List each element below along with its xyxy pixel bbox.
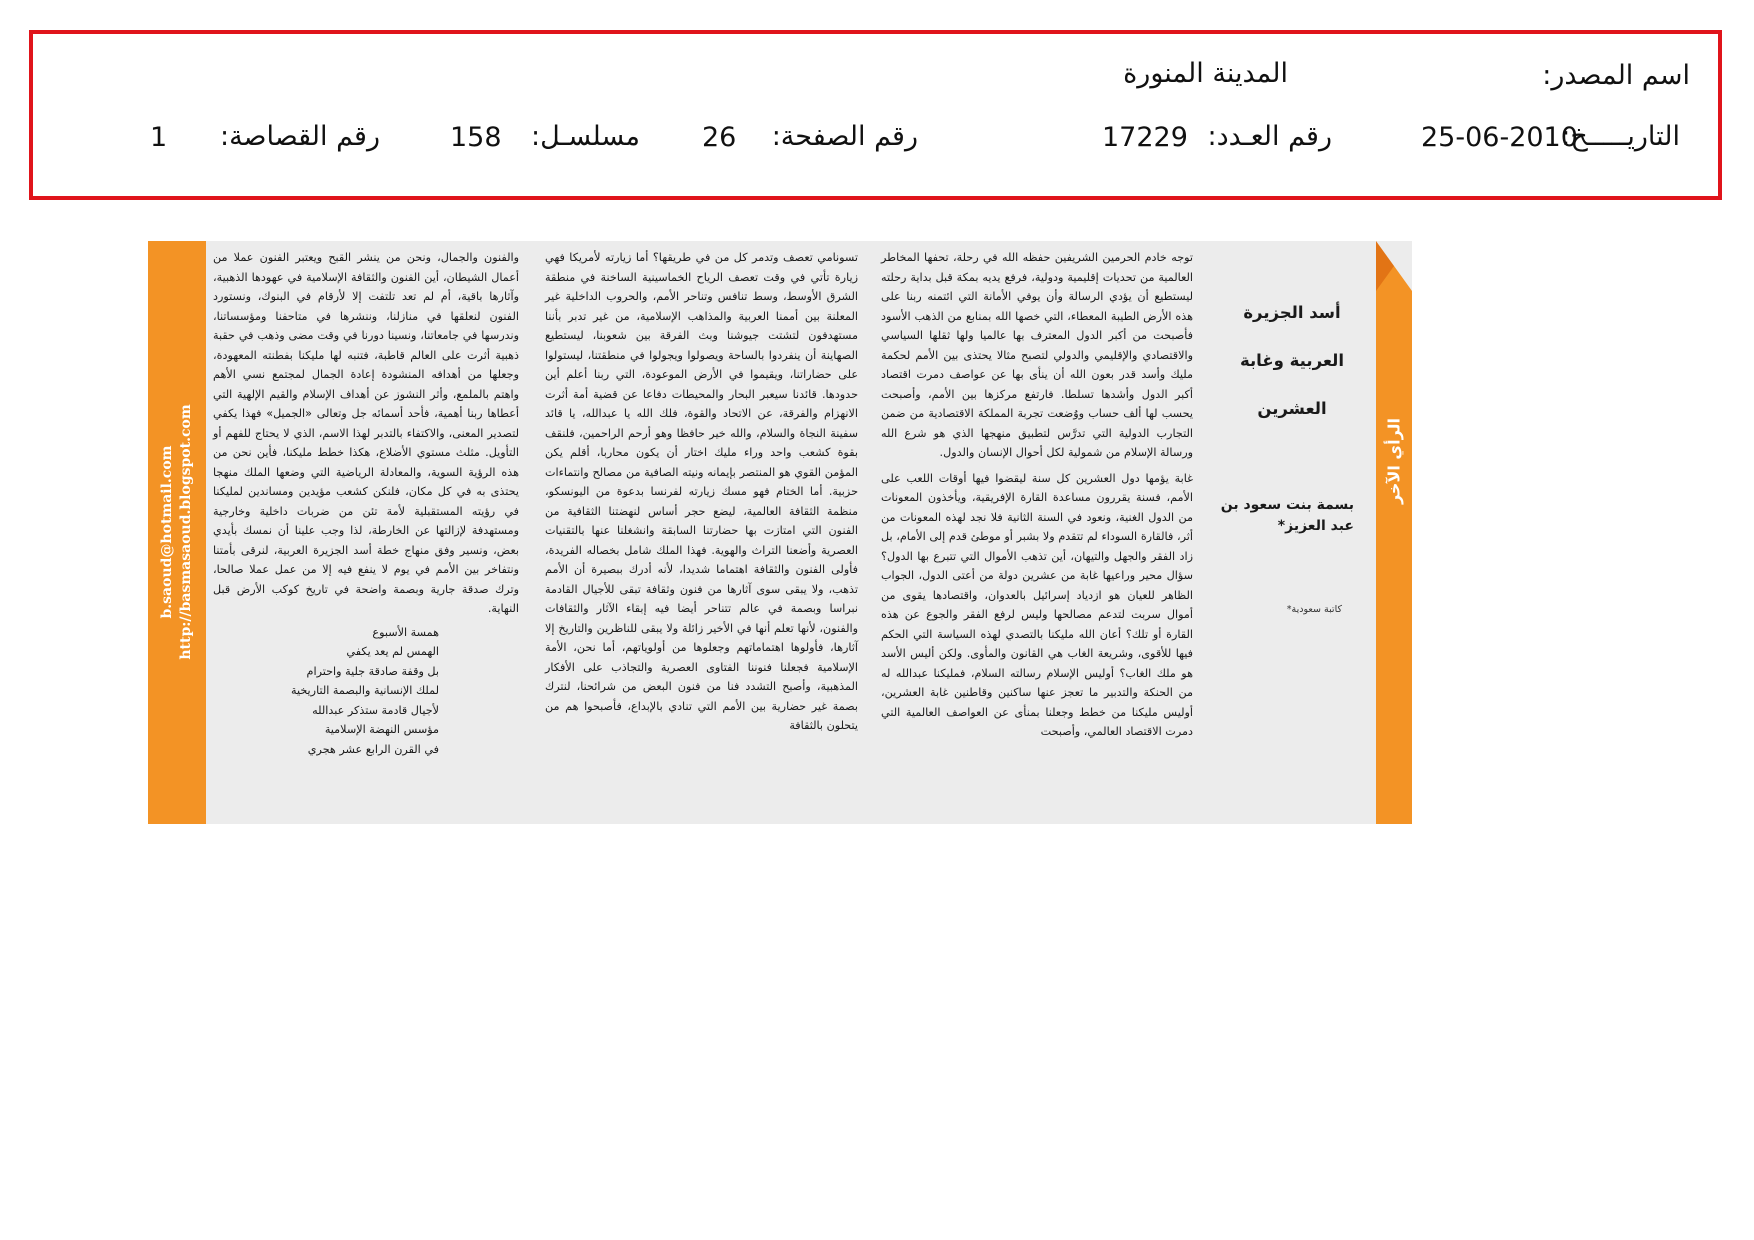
serial-label: مسلسـل: xyxy=(530,121,640,152)
clip-number-value: 1 xyxy=(150,122,168,153)
contact-sidebar xyxy=(148,241,206,824)
poem-line: لملك الإنسانية والبصمة التاريخية xyxy=(290,684,439,697)
author-role: كاتبة سعودية* xyxy=(1286,604,1342,615)
newspaper-clipping xyxy=(148,241,1412,824)
clip-number-label: رقم القصاصة: xyxy=(219,121,380,152)
page-label: رقم الصفحة: xyxy=(771,121,918,152)
poem-line: الهمس لم يعد يكفي xyxy=(346,645,439,658)
author-email: b.saoud@hotmail.com xyxy=(159,445,175,619)
article-paragraph: غابة يؤمها دول العشرين كل سنة ليقضوا فيها أوقات اللعب على الأمم، فسنة يقررون مساعدة القارة الإفريقية، ويأخذون المعونات من الدول الغنية، ونعود في السنة الثانية فلا نجد لهذه المعونات من أثر، فالقارة السوداء لم تتقدم ولا بشبر أو موطئ قدم إلى الأمام، بل زاد الفقر والجهل والتيهان، أين تذهب الأموال التي تتبرع بها الدول؟ سؤال محير وراعيها غابة من عشرين دولة من أعتى الدول، الجواب الظاهر للعيان هو ازدياد إسرائيل بالعدوان، واقتصادها يقوى من أموال سربت لتدعم مصالحها وليس لرفع الفقر والجوع عن هذه القارة أو تلك؟ أعان الله مليكنا بالتصدي لهذه السياسة التي الحكم فيها للأقوى، وشريعة الغاب هي القانون والمأوى. ولكن أليس الأسد هو ملك الغاب؟ أوليس الإسلام رسالته السلام، فمليكنا عبدالله له من الحنكة والتدبير ما تعجز عنها ساكنين وقاطنين غابة العشرين، أوليس مليكنا من خطط وجعلنا بمنأى عن العواصف العالمية التي دمرت الاقتصاد العالمي، وأصبحت xyxy=(881,471,1193,738)
poem-line: لأجيال قادمة ستذكر عبدالله xyxy=(312,703,439,717)
poem-line: همسة الأسبوع xyxy=(372,625,439,639)
section-sidebar xyxy=(1376,241,1412,824)
article-column-3 xyxy=(213,248,519,759)
article-column-2 xyxy=(545,248,858,736)
article-author: بسمة بنت سعود بن عبد العزيز* xyxy=(1220,497,1354,534)
page-value: 26 xyxy=(702,122,737,153)
article-paragraph: تسونامي تعصف وتدمر كل من في طريقها؟ أما زيارته لأمريكا فهي زيارة تأتي في وقت تعصف الرياح الخماسينية الساخنة في منطقة الشرق الأوسط، وسط تنافس وتناحر الأمم، والحروب الداخلية غير المعلنة بين أممنا العربية والمذاهب الإسلامية، من غير تدبر بأننا مستهدفون لتشتت جيوشنا وبث الفرقة بين شعوبنا، ليستطيع الصهاينة أن ينفردوا بالساحة ويصولوا ويجولوا في منطقتنا، ليستولوا على حضاراتنا، ويقيموا في الأرض الموعودة، التي ربنا أعلم أين حدودها. قائدنا سيعبر البحار والمحيطات دفاعا عن قضية أمة أثرت الانهزام والفرقة، عن الاتحاد والقوة، فلك الله يا عبدالله، يا قائد سفينة النجاة والسلام، والله خير حافظا وهو أرحم الراحمين، فلنقف بقوة كشعب واحد وراء مليك اختار أن يكون محاربا، أقلم يكن المؤمن القوي هو المنتصر بإيمانه ونيته الصافية من مصالح وانتماءات حزبية. أما الختام فهو مسك زيارته لفرنسا بدعوة من اليونسكو، منظمة الثقافة العالمية، ليضع حجر أساس لنهضتنا الثقافية من الفنون التي امتازت بها حضارتنا السابقة وانشغلنا عنها بالتقنيات العصرية وأضعنا التراث والهوية. فهذا الملك شامل بخصاله الفريدة، فأولى الفنون والثقافة اهتماما شديدا، لأنه أدرك ببصيرة أن الأمم تذهب، ولا يبقى سوى آثارها من فنون وثقافة تبقى للأجيال القادمة نبراسا وبصمة في عالم تتناحر أيضا فيه إبقاء الآثار والثقافات والفنون، لأنها تعلم أنها في الأخير زائلة ولا يبقى للناظرين والتاريخ إلا آثارها، فأولوها اهتماماتهم وجعلوها من أولوياتهم، أما نحن، الأمة الإسلامية فجعلنا فنوننا الفتاوى العصرية والتجاذب على الأفكار المذهبية، وأصبح التشدد فنا من فنون البعض من شرائحنا، لنترك بصمة غير حضارية بين الأمم التي تنادي بالإبداع، فأصبحوا هم من يتحلون بالثقافة xyxy=(545,251,858,732)
headline-line: أسد الجزيرة xyxy=(1243,303,1341,322)
serial-value: 158 xyxy=(450,122,502,153)
weekly-whisper-poem xyxy=(213,623,519,760)
author-contact xyxy=(158,404,196,659)
poem-line: مؤسس النهضة الإسلامية xyxy=(324,723,439,736)
date-label: التاريـــــخ: xyxy=(1561,121,1680,152)
headline-line: العشرين xyxy=(1257,399,1327,418)
source-value: المدينة المنورة xyxy=(1123,58,1288,89)
article-paragraph: توجه خادم الحرمين الشريفين حفظه الله في رحلة، تحفها المخاطر العالمية من تحديات إقليمية ودولية، فرفع يديه بمكة قبل بداية رحلته ليستطيع أن يؤدي الرسالة وأن يوفي الأمانة التي ائتمنه ربنا على هذه الأرض الطيبة المعطاء، التي خصها الله بمنابع من الذهب الأسود فأصبحت من أكبر الدول المعترف بها عالميا ولها ثقلها السياسي والاقتصادي والإقليمي والدولي لتصبح مثالا يحتذى بين الأمم لحكمة مليك وأسد قدر بعون الله أن ينأى بها عن عواصف دمرت اقتصاد أكبر الدول وأشدها تسلطا. فارتفع مركزها بين الأمم، وأصبحت يحسب لها ألف حساب ووُضعت تجربة المملكة الاقتصادية من ضمن التجارب الدولية التي تدرَّس لتطبيق منهجها الذي هو شرع الله ورسالة الإسلام من شمولية لكل أحوال الإنسان والدول. xyxy=(881,251,1193,459)
poem-line: بل وقفة صادقة جلية واحترام xyxy=(306,664,439,678)
section-label: الرأي الآخر xyxy=(1384,417,1404,505)
article-headline xyxy=(1222,289,1362,433)
article-column-1 xyxy=(881,248,1193,742)
article-paragraph: والفنون والجمال، ونحن من ينشر القبح ويعتبر الفنون عملا من أعمال الشيطان، أين الفنون والثقافة الإسلامية في عهودها الذهبية، وآثارها باقية، أم لم تعد تلتفت إلا لأرقام في البنوك، ونستورد الفنون لنعلقها في منازلنا، وننشرها في متاحفنا ومؤسساتنا، وندرسها في جامعاتنا، ونسينا دورنا في وقت مضى وذهب في حقبة ذهبية أثرت على العالم قاطبة، فتنبه لها مليكنا بفطنته المعهودة، وجعلها من أهدافه المنشودة إعادة الجمال لمجتمع نسي الأهم واهتم بالملمع، وأثر النشوز عن أهداف الإسلام والقيم الإلهية التي أعطاها ربنا أهمية، فأحد أسمائه جل وتعالى «الجميل» فهذا يكفي لتصدير المعنى، والاكتفاء بالتدبر لهذا الاسم، الذي لا يحتاج للفهم أو التأويل. مثلث مستوي الأضلاع، هكذا خطط مليكنا، فأين نحن من هذه الرؤية السوية، والمعادلة الرياضية التي وضعها الملك منهجا يحتذى به في كل مكان، فلنكن كشعب مؤيدين ومساندين لمليكنا في رؤيته المستقبلية لأمة تئن من ضربات داخلية وخارجية ومستهدفة لإزالتها عن الخارطة، لذا وجب علينا أن نمسك بأيدي بعض، ونسير وفق منهاج خطة أسد الجزيرة العربية، لنرقى بأمتنا ونتفاخر بين الأمم في يوم لا ينفع فيه إلا من عمل عملا صالحا، وترك صدقة جارية وبصمة واضحة في تاريخ كوكب الأرض قبل النهاية. xyxy=(213,251,519,615)
issue-value: 17229 xyxy=(1102,122,1188,153)
date-value: 25-06-2010 xyxy=(1421,122,1578,153)
issue-label: رقم العـدد: xyxy=(1207,121,1332,152)
author-blog: http://basmasaoud.blogspot.com xyxy=(178,404,194,660)
clipping-metadata-box xyxy=(29,30,1722,200)
poem-line: في القرن الرابع عشر هجري xyxy=(307,742,439,756)
source-label: اسم المصدر: xyxy=(1542,60,1690,91)
headline-line: العربية وغابة xyxy=(1239,351,1345,370)
